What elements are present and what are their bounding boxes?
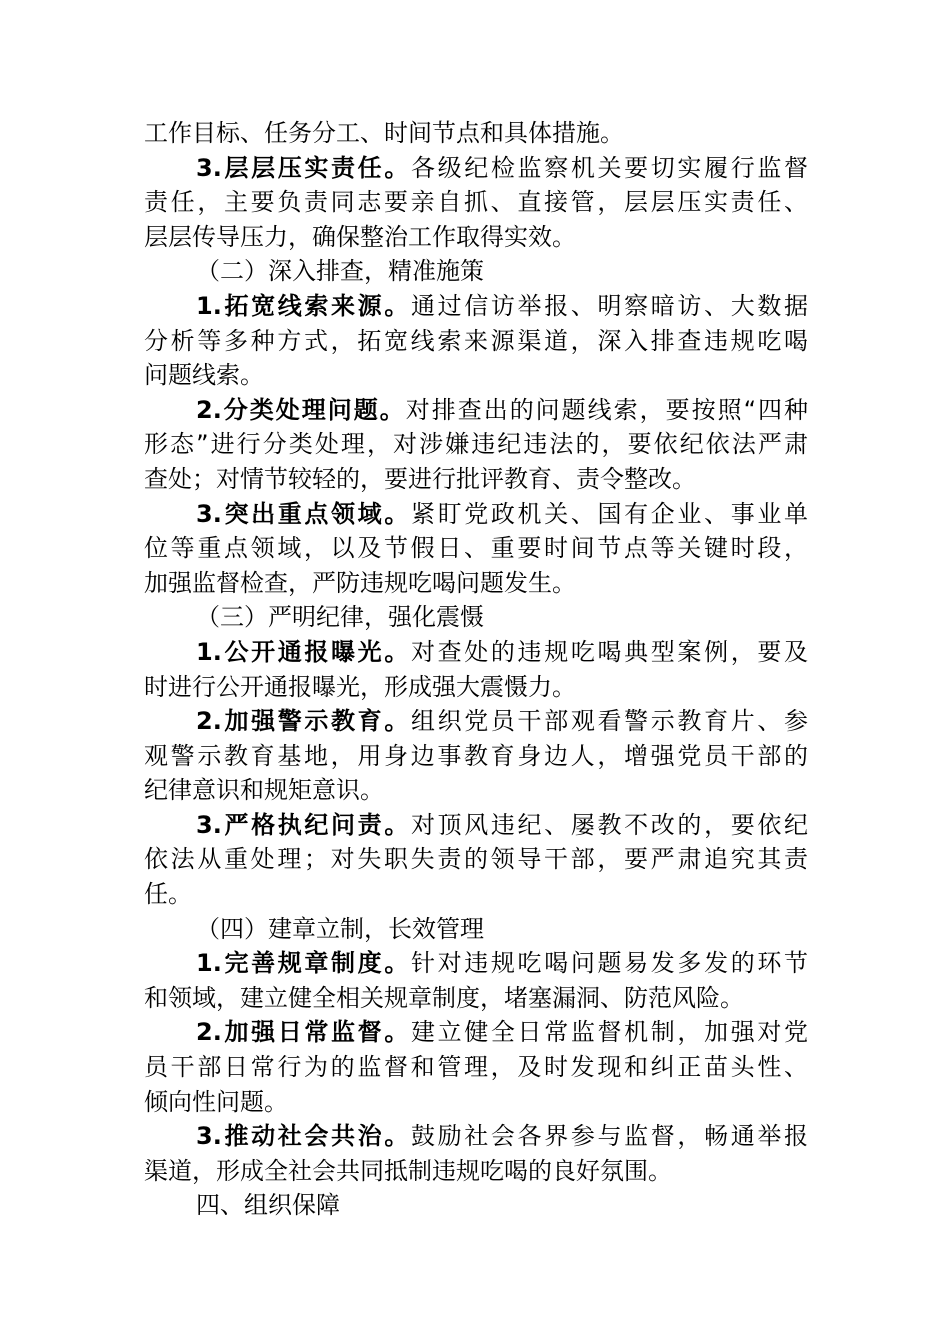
paragraph-line: 位等重点领域，以及节假日、重要时间节点等关键时段， [144, 534, 808, 563]
paragraph-line: 1.拓宽线索来源。通过信访举报、明察暗访、大数据 [196, 291, 809, 320]
paragraph-line: 倾向性问题。 [144, 1087, 288, 1116]
paragraph-line: 渠道，形成全社会共同抵制违规吃喝的良好氛围。 [144, 1156, 672, 1185]
paragraph-line: 1.完善规章制度。针对违规吃喝问题易发多发的环节 [196, 949, 809, 978]
item-heading: 2.分类处理问题。 [196, 395, 406, 424]
paragraph-line: 员干部日常行为的监督和管理，及时发现和纠正苗头性、 [144, 1053, 808, 1082]
paragraph-line: 和领域，建立健全相关规章制度，堵塞漏洞、防范风险。 [144, 983, 744, 1012]
section-heading: 四、组织保障 [196, 1191, 340, 1220]
paragraph-line: 观警示教育基地，用身边事教育身边人，增强党员干部的 [144, 741, 808, 770]
section-heading: （二）深入排查，精准施策 [196, 257, 484, 286]
paragraph-line: 3.推动社会共治。鼓励社会各界参与监督，畅通举报 [196, 1122, 809, 1151]
paragraph-line: 分析等多种方式，拓宽线索来源渠道，深入排查违规吃喝 [144, 326, 808, 355]
paragraph-line: 查处；对情节较轻的，要进行批评教育、责令整改。 [144, 464, 696, 493]
paragraph-line: 2.分类处理问题。对排查出的问题线索，要按照“四种 [196, 395, 808, 424]
item-heading: 3.突出重点领域。 [196, 499, 411, 528]
item-heading: 3.推动社会共治。 [196, 1122, 411, 1151]
paragraph-line: 3.突出重点领域。紧盯党政机关、国有企业、事业单 [196, 499, 809, 528]
paragraph-line: 形态”进行分类处理，对涉嫌违纪违法的，要依纪依法严肃 [144, 430, 808, 459]
paragraph-line: 1.公开通报曝光。对查处的违规吃喝典型案例，要及 [196, 637, 809, 666]
document-body [144, 116, 808, 1223]
item-heading: 3.层层压实责任。 [196, 153, 411, 182]
paragraph-line: 时进行公开通报曝光，形成强大震慑力。 [144, 672, 576, 701]
item-heading: 1.拓宽线索来源。 [196, 291, 411, 320]
paragraph-line: 3.严格执纪问责。对顶风违纪、屡教不改的，要依纪 [196, 810, 809, 839]
section-heading: （三）严明纪律，强化震慑 [196, 603, 484, 632]
paragraph-line: 2.加强日常监督。建立健全日常监督机制，加强对党 [196, 1018, 809, 1047]
item-heading: 3.严格执纪问责。 [196, 810, 411, 839]
paragraph-line: 加强监督检查，严防违规吃喝问题发生。 [144, 568, 576, 597]
paragraph-line: 层层传导压力，确保整治工作取得实效。 [144, 222, 576, 251]
paragraph-line: 工作目标、任务分工、时间节点和具体措施。 [144, 119, 624, 147]
paragraph-line: 依法从重处理；对失职失责的领导干部，要严肃追究其责 [144, 845, 808, 874]
paragraph-line: 2.加强警示教育。组织党员干部观看警示教育片、参 [196, 707, 809, 736]
item-heading: 2.加强警示教育。 [196, 707, 411, 736]
item-heading: 1.公开通报曝光。 [196, 637, 411, 666]
paragraph-line: 纪律意识和规矩意识。 [144, 776, 384, 805]
paragraph-line: 问题线索。 [144, 361, 264, 390]
paragraph-line: 任。 [144, 880, 192, 909]
paragraph-line: 责任，主要负责同志要亲自抓、直接管，层层压实责任、 [144, 188, 808, 217]
paragraph-line: 3.层层压实责任。各级纪检监察机关要切实履行监督 [196, 153, 809, 182]
section-heading: （四）建章立制，长效管理 [196, 914, 484, 943]
item-heading: 2.加强日常监督。 [196, 1018, 411, 1047]
item-heading: 1.完善规章制度。 [196, 949, 411, 978]
